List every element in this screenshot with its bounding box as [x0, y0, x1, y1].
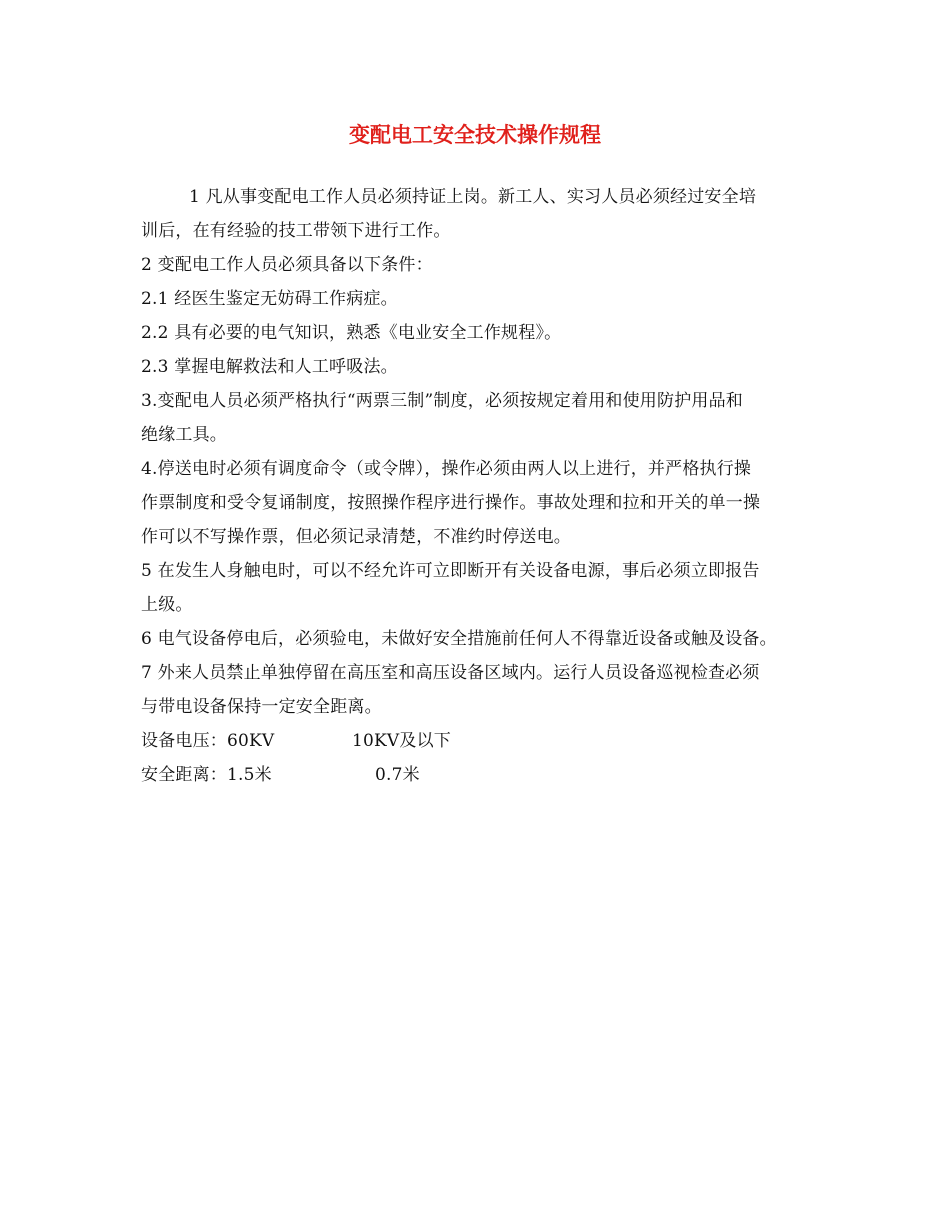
distance-60kv: 安全距离：1.5米 — [141, 765, 272, 785]
paragraph-line: 2.1 经医生鉴定无妨碍工作病症。 — [141, 289, 398, 309]
paragraph-line: 5 在发生人身触电时，可以不经允许可立即断开有关设备电源，事后必须立即报告 — [141, 561, 760, 581]
paragraph-line: 训后，在有经验的技工带领下进行工作。 — [141, 221, 451, 241]
paragraph-line: 作可以不写操作票，但必须记录清楚，不准约时停送电。 — [141, 527, 571, 547]
distance-row — [141, 758, 821, 792]
paragraph-line: 上级。 — [141, 595, 193, 615]
document-title: 变配电工安全技术操作规程 — [349, 123, 601, 147]
paragraph-line: 作票制度和受令复诵制度，按照操作程序进行操作。事故处理和拉和开关的单一操 — [141, 493, 761, 513]
paragraph-line: 与带电设备保持一定安全距离。 — [141, 697, 382, 717]
paragraph-line: 7 外来人员禁止单独停留在高压室和高压设备区域内。运行人员设备巡视检查必须 — [141, 663, 760, 683]
paragraph-line: 1 凡从事变配电工作人员必须持证上岗。新工人、实习人员必须经过安全培 — [189, 187, 757, 207]
document-body — [141, 180, 821, 792]
voltage-10kv: 10KV及以下 — [352, 731, 452, 751]
paragraph-line: 6 电气设备停电后，必须验电，未做好安全措施前任何人不得靠近设备或触及设备。 — [141, 629, 777, 649]
paragraph-line: 绝缘工具。 — [141, 425, 227, 445]
paragraph-line: 2 变配电工作人员必须具备以下条件： — [141, 255, 433, 275]
paragraph-line: 3.变配电人员必须严格执行“两票三制”制度，必须按规定着用和使用防护用品和 — [141, 391, 743, 411]
distance-10kv: 0.7米 — [375, 765, 420, 785]
paragraph-line: 2.3 掌握电解救法和人工呼吸法。 — [141, 357, 398, 377]
paragraph-line: 2.2 具有必要的电气知识，熟悉《电业安全工作规程》。 — [141, 323, 562, 343]
voltage-row — [141, 724, 821, 758]
voltage-60kv: 设备电压：60KV — [141, 731, 275, 751]
paragraph-line: 4.停送电时必须有调度命令（或令牌），操作必须由两人以上进行，并严格执行操 — [141, 459, 752, 479]
